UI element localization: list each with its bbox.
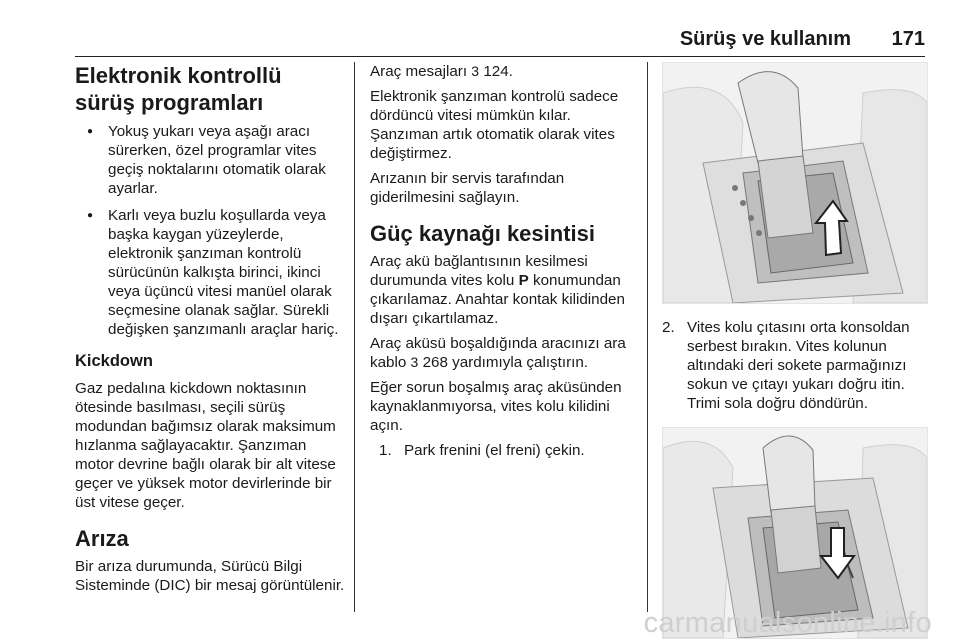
gear-p-label: P bbox=[518, 272, 529, 289]
page-reference-icon: 3 bbox=[471, 63, 480, 79]
figure-gear-selector-trim bbox=[662, 62, 928, 304]
bullet-item: ● Karlı veya buzlu koşullarda veya başka kaygan yüzeylerde, elektronik şanzıman kontrolü sürücünün kalkışta birinci, ikinci veya üçüncü vitesi manüel olarak seçmesine olanak sağlar. Sürekli değişken şanzımanlı araçlar hariç. bbox=[75, 206, 347, 339]
gear-selector-illustration bbox=[663, 63, 927, 303]
column-divider-1 bbox=[354, 62, 355, 612]
page-reference-icon: 3 bbox=[410, 354, 419, 370]
paragraph: Eğer sorun boşalmış araç aküsünden kaynaklanmıyorsa, vites kolu kilidini açın. bbox=[370, 379, 622, 434]
column-right bbox=[662, 62, 926, 639]
section-heading-driving-programs: Elektronik kontrollü sürüş programları bbox=[75, 63, 282, 115]
column-divider-2 bbox=[647, 62, 648, 612]
column-left bbox=[75, 62, 347, 601]
watermark: carmanualsonline.info bbox=[643, 607, 932, 639]
step-1: 1. Park frenini (el freni) çekin. bbox=[379, 442, 585, 459]
vehicle-messages-ref: Araç mesajları 3 124. bbox=[370, 63, 513, 80]
column-middle bbox=[370, 62, 634, 466]
paragraph: Elektronik şanzıman kontrolü sadece dördüncü vitesi mümkün kılar. Şanzıman artık otomatik olarak vites değiştirmez. bbox=[370, 88, 619, 162]
page-header bbox=[75, 22, 925, 52]
section-heading-power-interruption: Güç kaynağı kesintisi bbox=[370, 221, 595, 246]
jump-start-paragraph: Araç aküsü boşaldığında aracınızı ara kablo 3 268 yardımıyla çalıştırın. bbox=[370, 335, 626, 371]
kickdown-paragraph: Gaz pedalına kickdown noktasının ötesinde basılması, seçili sürüş modundan bağımsız olarak maksimum hızlanma sağlayacaktır. Şanzıman motor devrine bağlı olarak bir alt vitese geçer ve yüksek motor devirlerinde bir üst vitese geçer. bbox=[75, 380, 336, 511]
paragraph: Arızanın bir servis tarafından giderilmesini sağlayın. bbox=[370, 170, 565, 206]
page-number: 171 bbox=[891, 28, 925, 50]
paragraph: Araç akü bağlantısının kesilmesi durumunda vites kolu P konumundan çıkarılamaz. Anahtar kontak kilidinden dışarı çıkartılamaz. bbox=[370, 253, 625, 327]
fault-paragraph: Bir arıza durumunda, Sürücü Bilgi Sisteminde (DIC) bir mesaj görüntülenir. bbox=[75, 558, 345, 594]
header-rule bbox=[75, 56, 925, 57]
bullet-item: ● Yokuş yukarı veya aşağı aracı sürerken, özel programlar vites geçiş noktalarını otomatik olarak ayarlar. bbox=[75, 122, 347, 198]
header-title: Sürüş ve kullanım bbox=[679, 28, 851, 50]
step-2: 2. Vites kolu çıtasını orta konsoldan serbest bırakın. Vites kolunun altındaki deri sokete parmağınızı sokun ve çıtayı yukarı doğru itin. Trimi sola doğru döndürün. bbox=[662, 319, 910, 412]
section-heading-fault: Arıza bbox=[75, 526, 129, 551]
subheading-kickdown: Kickdown bbox=[75, 352, 153, 370]
